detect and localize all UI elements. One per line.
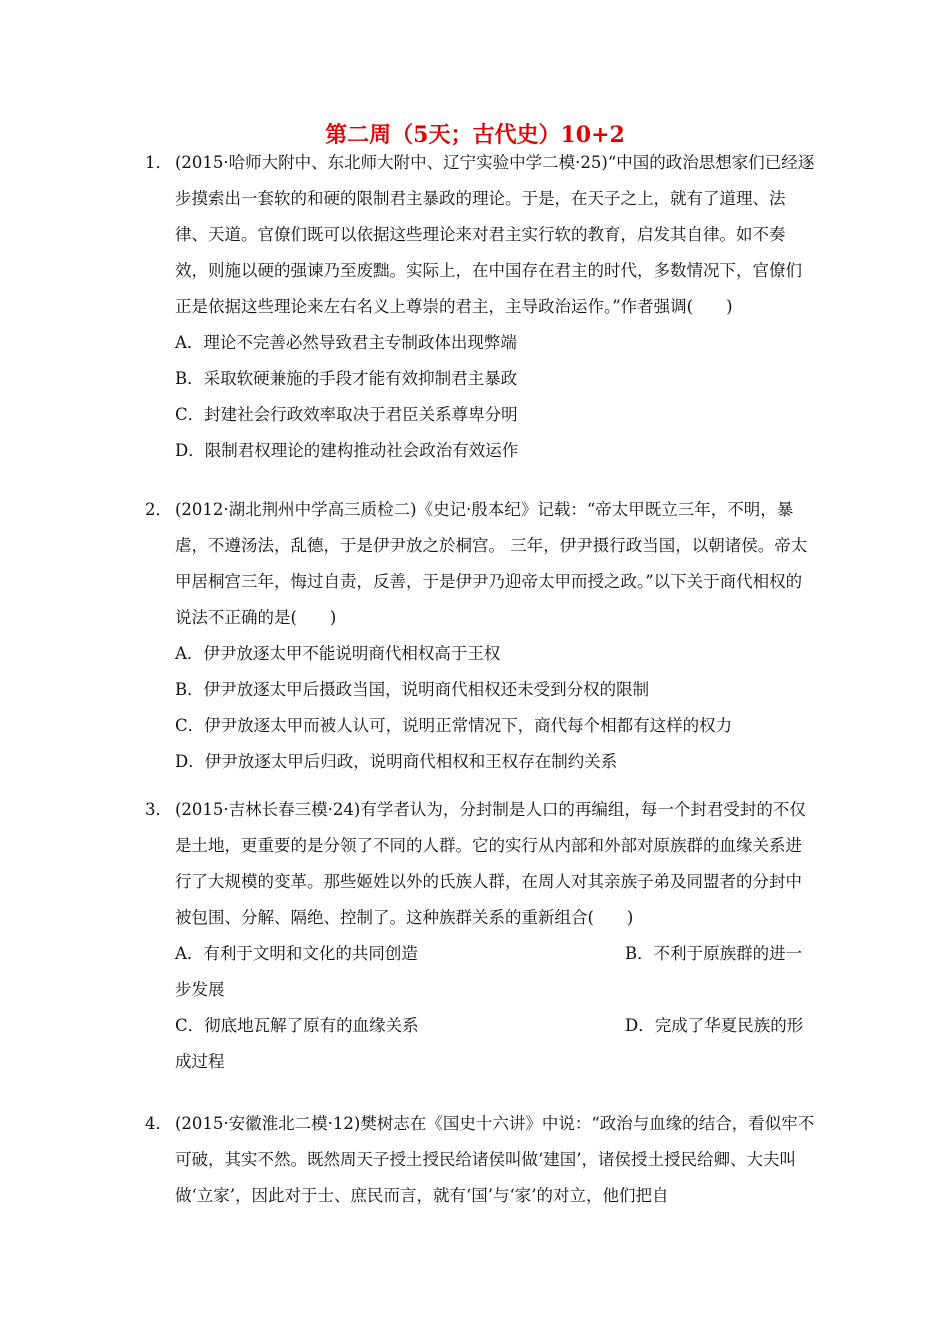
- question-text: (2012·湖北荆州中学高三质检二)《史记·殷本纪》记载：“帝太甲既立三年，不明，暴虐，不遵汤法，乱德，于是伊尹放之於桐宫。 三年，伊尹摄行政当国，以朝诸侯。帝太甲居桐宫三年，悔过自责，反善，于是伊尹乃迎帝太甲而授之政。”以下关于商代相权的说法不正确的是( ): [175, 500, 808, 627]
- question-number: 4．: [145, 1114, 172, 1133]
- option-b: B．采取软硬兼施的手段才能有效抑制君主暴政: [175, 369, 518, 388]
- option-b-continued: 步发展: [175, 980, 225, 999]
- question-stem: [145, 492, 815, 636]
- question-number: 2．: [145, 500, 172, 519]
- option-c: C．伊尹放逐太甲而被人认可，说明正常情况下，商代每个相都有这样的权力: [175, 716, 733, 735]
- question-number: 3．: [145, 800, 172, 819]
- option-c: C．封建社会行政效率取决于君臣关系尊卑分明: [175, 405, 518, 424]
- question-text: (2015·吉林长春三模·24)有学者认为，分封制是人口的再编组，每一个封君受封的不仅是土地，更重要的是分领了不同的人群。它的实行从内部和外部对原族群的血缘关系进行了大规模的变革。那些姬姓以外的氏族人群，在周人对其亲族子弟及同盟者的分封中被包围、分解、隔绝、控制了。这种族群关系的重新组合( ): [175, 800, 806, 927]
- option-a: A．理论不完善必然导致君主专制政体出现弊端: [175, 333, 517, 352]
- option-d-continued: 成过程: [175, 1052, 225, 1071]
- option-a: A．伊尹放逐太甲不能说明商代相权高于王权: [175, 644, 501, 663]
- question-text: (2015·哈师大附中、东北师大附中、辽宁实验中学二模·25)“中国的政治思想家们已经逐步摸索出一套软的和硬的限制君主暴政的理论。于是，在天子之上，就有了道理、法律、天道。官僚们既可以依据这些理论来对君主实行软的教育，启发其自律。如不奏效，则施以硬的强谏乃至废黜。实际上，在中国存在君主的时代，多数情况下，官僚们正是依据这些理论来左右名义上尊崇的君主，主导政治运作。”作者强调( ): [175, 153, 815, 316]
- question-3: [145, 792, 815, 1080]
- question-number: 1．: [145, 153, 172, 172]
- question-1: [145, 145, 815, 469]
- option-row-ab: [145, 936, 815, 972]
- question-text: (2015·安徽淮北二模·12)樊树志在《国史十六讲》中说：“政治与血缘的结合，看似牢不可破，其实不然。既然周天子授土授民给诸侯叫做‘建国’，诸侯授土授民给卿、大夫叫做‘立家’，因此对于士、庶民而言，就有‘国’与‘家’的对立，他们把自: [175, 1114, 815, 1205]
- option-row-cd: [145, 1008, 815, 1044]
- option-d: D．完成了华夏民族的形: [625, 1016, 804, 1035]
- option-c: C．彻底地瓦解了原有的血缘关系: [175, 1016, 419, 1035]
- question-2: [145, 492, 815, 780]
- question-4: [145, 1106, 815, 1214]
- question-stem: [145, 1106, 815, 1214]
- option-d: D．限制君权理论的建构推动社会政治有效运作: [175, 441, 519, 460]
- option-b: B．伊尹放逐太甲后摄政当国，说明商代相权还未受到分权的限制: [175, 680, 650, 699]
- option-d: D．伊尹放逐太甲后归政，说明商代相权和王权存在制约关系: [175, 752, 618, 771]
- option-a: A．有利于文明和文化的共同创造: [175, 944, 418, 963]
- question-stem: [145, 792, 815, 936]
- page-title: 第二周（5天；古代史）10+2: [325, 122, 625, 148]
- option-b: B．不利于原族群的进一: [625, 944, 803, 963]
- question-stem: [145, 145, 815, 325]
